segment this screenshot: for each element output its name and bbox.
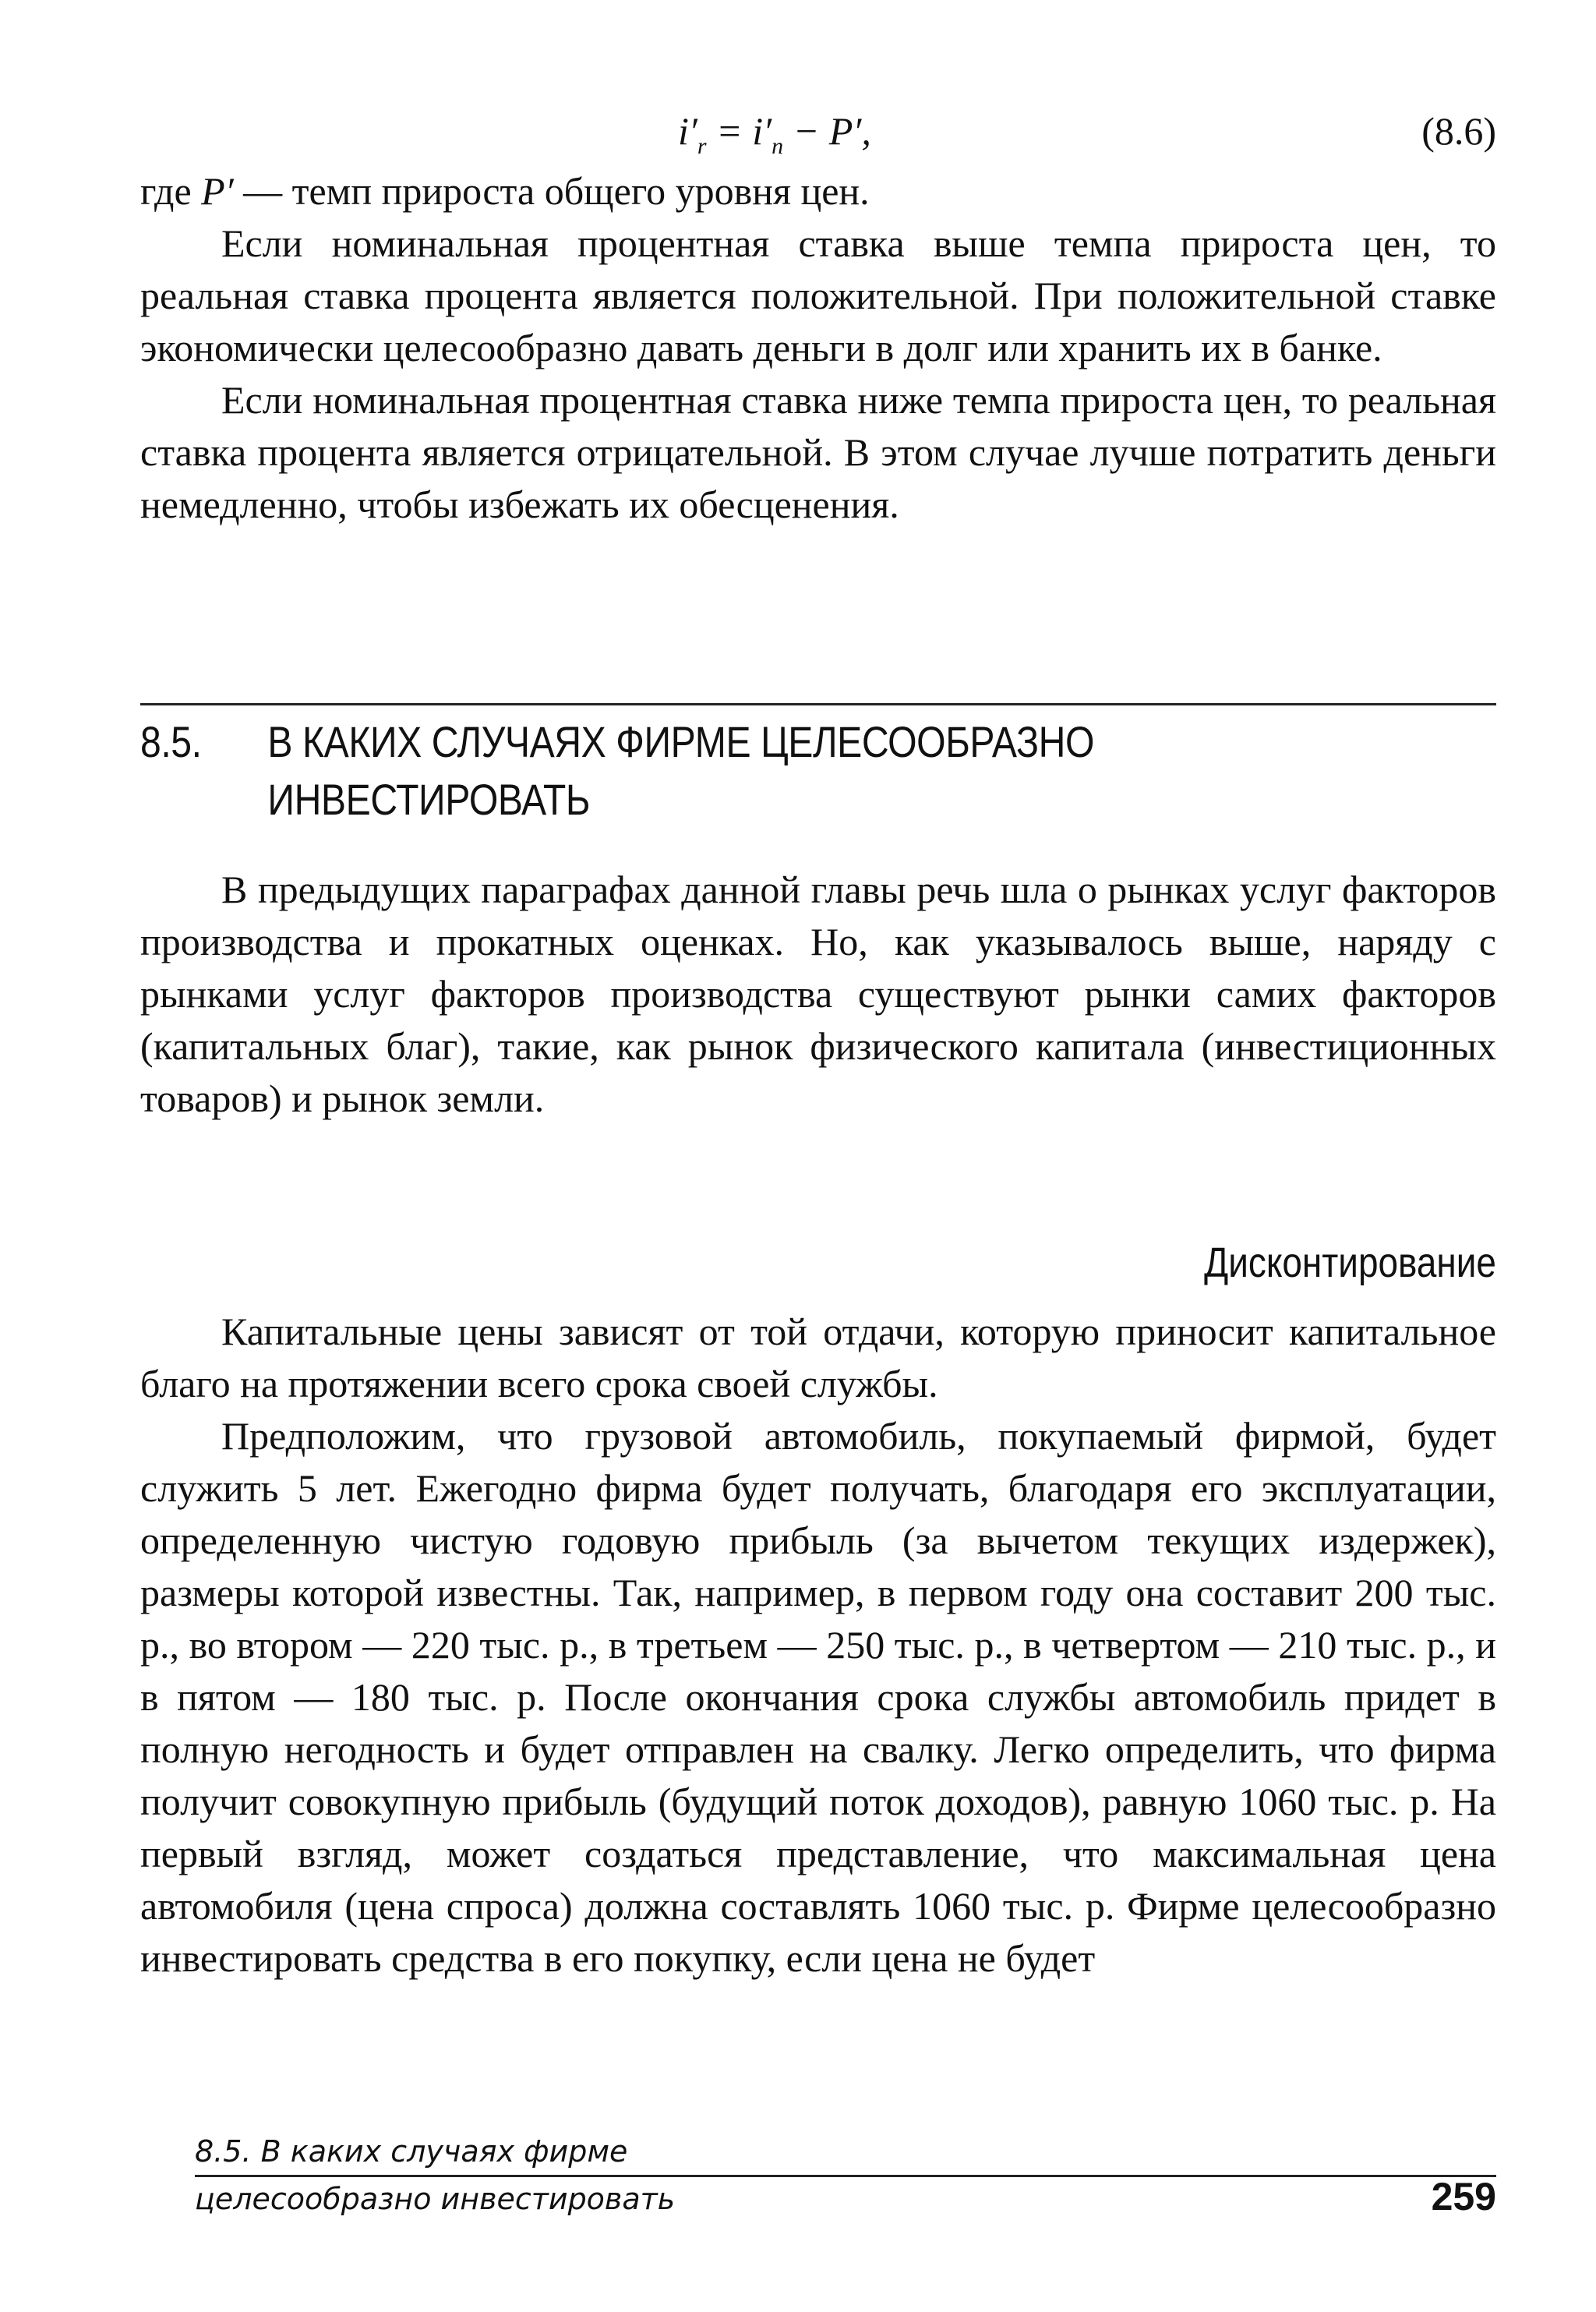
formula-8-6 — [140, 100, 1496, 162]
where-prefix: где — [140, 169, 202, 213]
where-suffix: — темп прироста общего уровня цен. — [233, 169, 870, 213]
paragraph-negative-rate: Если номинальная процентная ставка ниже темпа прироста цен, то реальная ставка процента является отрицательной. В этом случае лучше потратить деньги немедленно, чтобы избежать их обесценения. — [140, 378, 1496, 526]
running-head-line1: 8.5. В каких случаях фирме — [195, 2134, 628, 2169]
formula-number: (8.6) — [1421, 109, 1496, 153]
paragraph-truck-example: Предположим, что грузовой автомобиль, покупаемый фирмой, будет служить 5 лет. Ежегодно фирма будет получать, благодаря его эксплуатации, определенную чистую годовую прибыль (за вычетом текущих издержек), размеры которой известны. Так, например, в первом году она составит 200 тыс. р., во втором — 220 тыс. р., в третьем — 250 тыс. р., в четвертом — 210 тыс. р., и в пятом — 180 тыс. р. После окончания срока службы автомобиль придет в полную негодность и будет отправлен на свалку. Легко определить, что фирма получит совокупную прибыль (будущий поток доходов), равную 1060 тыс. р. На первый взгляд, может создаться представление, что максимальная цена автомобиля (цена спроса) должна составлять 1060 тыс. р. Фирме целесообразно инвестировать средства в его покупку, если цена не будет — [140, 1414, 1496, 1980]
section-intro-paragraph: В предыдущих параграфах данной главы речь шла о рынках услуг факторов производства и прокатных оценках. Но, как указывалось выше, наряду с рынками услуг факторов производства существуют рынки самих факторов (капитальных благ), такие, как рынок физического капитала (инвестиционных товаров) и рынок земли. — [140, 868, 1496, 1120]
top-paragraphs — [140, 217, 1496, 531]
section-divider — [140, 703, 1496, 705]
section-number: 8.5. — [140, 717, 202, 766]
formula-explanation — [140, 165, 1496, 217]
formula-term-price-growth: P′, — [828, 109, 871, 153]
formula-sub-n: n — [772, 133, 784, 159]
footer-rule — [195, 2175, 1496, 2177]
formula-minus: − — [783, 109, 829, 153]
paragraph-positive-rate: Если номинальная процентная ставка выше темпа прироста цен, то реальная ставка процента является положительной. При положительной ставке экономически целесообразно давать деньги в долг или хранить их в банке. — [140, 221, 1496, 369]
formula-equals: = — [706, 109, 753, 153]
running-head-line2: целесообразно инвестировать — [195, 2182, 676, 2216]
paragraph-capital-prices: Капитальные цены зависят от той отдачи, которую приносит капитальное благо на протяжении всего срока своей службы. — [140, 1310, 1496, 1405]
formula-term-real-rate: i′ — [678, 109, 697, 153]
section-intro-block — [140, 864, 1496, 1125]
section-title — [267, 713, 1474, 829]
where-variable: P′ — [201, 169, 234, 213]
section-title-line2: ИНВЕСТИРОВАТЬ — [267, 775, 591, 824]
page-number: 259 — [1431, 2175, 1496, 2218]
formula-sub-r: r — [697, 133, 707, 159]
subheading-discounting: Дисконтирование — [1204, 1239, 1496, 1286]
formula-term-nominal-rate: i′ — [752, 109, 772, 153]
section-title-line1: В КАКИХ СЛУЧАЯХ ФИРМЕ ЦЕЛЕСООБРАЗНО — [267, 717, 1095, 766]
bottom-paragraphs — [140, 1306, 1496, 1985]
